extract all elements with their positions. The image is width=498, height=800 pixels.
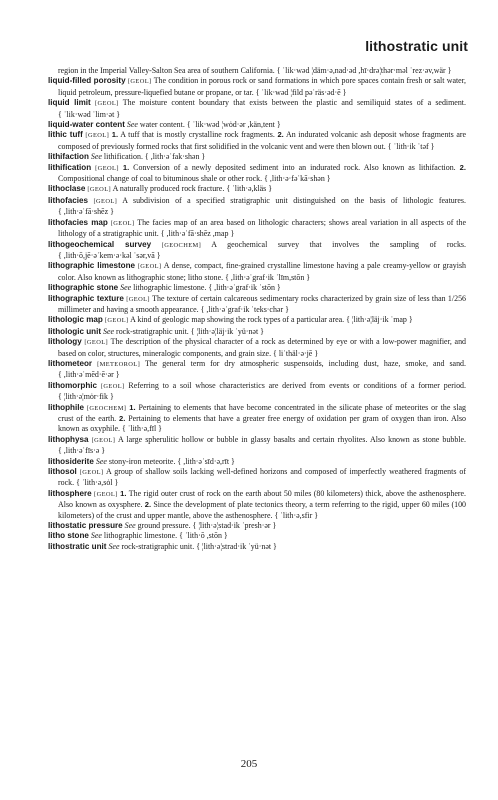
entry-headword: lithic tuff: [48, 130, 83, 140]
dictionary-entry: [48, 120, 466, 130]
definition-text: A dense, compact, fine-grained crystalline limestone having a pale creamy-yellow or grayish color. Also known as lithographic stone; litho stone.: [58, 261, 467, 282]
entry-headword: lithophile: [48, 402, 84, 412]
sense-number: 1.: [129, 402, 136, 412]
dictionary-entry: [48, 315, 466, 326]
definition-text: lithographic limestone.: [133, 283, 209, 293]
entry-headword: lithostatic pressure: [48, 521, 123, 531]
pronunciation: { ˈlith·ə,sȯl }: [76, 478, 119, 488]
subject-field-label: [GEOL]: [94, 490, 118, 498]
subject-field-label: [GEOL]: [93, 197, 118, 205]
subject-field-label: [GEOL]: [95, 164, 119, 172]
dictionary-entry: [48, 457, 466, 467]
definition-text: A geochemical survey that involves the sampling of rocks.: [211, 239, 466, 249]
definition-text: A subdivision of a specified stratigraphic unit distinguished on the basis of lithologic features.: [122, 195, 466, 205]
sense-number: 2.: [277, 130, 284, 140]
dictionary-entry: [48, 435, 466, 457]
entry-headword: lithologic map: [48, 315, 103, 325]
definition-text: lithographic limestone.: [103, 531, 180, 541]
dictionary-entry: [48, 130, 466, 152]
sense-number: 2.: [119, 414, 126, 423]
definition-text: water content.: [139, 120, 187, 130]
subject-field-label: [GEOL]: [137, 263, 162, 271]
sense-number: 1.: [120, 488, 127, 498]
subject-field-label: [GEOL]: [91, 436, 116, 444]
dictionary-entry: [48, 196, 466, 218]
see-reference-label: See: [90, 531, 102, 541]
entry-headword: liquid-filled porosity: [48, 76, 126, 86]
definition-text: The general term for dry atmospheric suspensoids, including dust, haze, smoke, and sand.: [144, 358, 466, 368]
dictionary-entry: [48, 403, 466, 435]
definition-text: The description of the physical character of a rock as determined by eye or with a low-power magnifier, and based on color, structures, mineralogic components, and grain size.: [58, 337, 467, 358]
dictionary-entry: [48, 152, 466, 162]
definition-text: The condition in porous rock or sand formations in which pore spaces contain fresh or salt water, liquid petroleum, pressure-liquefied butane or propane, or tar.: [58, 76, 467, 97]
sense-number: 1.: [122, 162, 130, 172]
pronunciation: { ˈlith·ə,sfir }: [274, 510, 319, 520]
dictionary-entry: [48, 240, 466, 262]
entry-headword: lithographic stone: [48, 283, 119, 293]
subject-field-label: [METEOROL]: [97, 360, 141, 368]
entry-headword: lithometeor: [48, 358, 93, 368]
pronunciation: { ,lith·əˈgraf·ik ˈteks·chər }: [200, 304, 289, 314]
pronunciation: { ,lith·əˈmēd·ē·ər }: [58, 370, 120, 380]
entry-headword: lithophysa: [48, 434, 89, 444]
definition-text: A tuff that is mostly crystalline rock fragments.: [120, 130, 278, 140]
dictionary-entry: [48, 489, 466, 521]
entry-headword: litho stone: [48, 531, 89, 541]
sense-number: 2.: [459, 162, 466, 172]
definition-text: lithification.: [103, 152, 145, 162]
definition-text: Referring to a soil whose characteristics are derived from events or conditions of a former period.: [128, 380, 467, 390]
entry-headword: lithology: [48, 337, 82, 347]
see-reference-label: See: [120, 283, 132, 293]
definition-text: Pertaining to elements that have become concentrated in the silicate phase of meteorites or the slag crust of the earth.: [58, 402, 467, 423]
subject-field-label: [GEOL]: [94, 100, 119, 108]
see-reference-label: See: [95, 456, 107, 466]
pronunciation: { ,lith·əˈfā·shēz }: [58, 207, 114, 217]
pronunciation: { ˈlik·wəd ˈlim·ət }: [58, 109, 121, 119]
subject-field-label: [GEOL]: [127, 78, 152, 86]
entry-headword: lithofacies map: [48, 217, 108, 227]
subject-field-label: [GEOL]: [85, 132, 110, 140]
definition-text: stony-iron meteorite.: [108, 456, 178, 466]
dictionary-entry: [48, 542, 466, 552]
entry-list: [48, 66, 466, 552]
pronunciation: { ¦lith·ə¦stad·ik ˈpresh·ər }: [192, 521, 277, 531]
pronunciation: { ,lith·ə·fəˈkā·shən }: [264, 174, 331, 184]
definition-text: A group of shallow soils lacking well-defined horizons and composed of imperfectly weathered fragments of rock.: [58, 467, 466, 488]
dictionary-entry: [48, 531, 466, 541]
running-head: lithostratic unit: [365, 38, 468, 54]
entry-headword: lithosol: [48, 467, 77, 477]
pronunciation: { ,lith·əˈgraf·ik ˈstōn }: [208, 283, 281, 293]
dictionary-entry: [48, 76, 466, 98]
pronunciation: { ¦lith·ə¦strad·ik ˈyü·nət }: [196, 541, 277, 551]
subject-field-label: [GEOL]: [110, 219, 135, 227]
pronunciation: { ˈlith·ə,fīl }: [121, 424, 162, 434]
entry-headword: lithoclase: [48, 184, 86, 194]
page-number: 205: [240, 758, 258, 770]
dictionary-entry: [48, 218, 466, 240]
dictionary-entry: [48, 467, 466, 489]
pronunciation: { ˈlith·ik ˈtəf }: [387, 141, 435, 151]
entry-headword: lithofacies: [48, 195, 89, 205]
dictionary-entry: [48, 521, 466, 531]
definition-text: ground pressure.: [137, 521, 193, 531]
pronunciation: { ˈlik·wəd ¦fild pəˈräs·əd·ē }: [255, 87, 347, 97]
definition-text: An indurated volcanic ash deposit whose fragments are composed of previously formed rocks that first solidified in the volcanic vent and were then blown out.: [58, 130, 467, 151]
dictionary-entry: [48, 184, 466, 195]
see-reference-label: See: [90, 152, 102, 162]
dictionary-entry: [48, 283, 466, 293]
sense-number: 1.: [111, 130, 119, 140]
pronunciation: { ¦lith·ə¦läj·ik ˈyü·nət }: [190, 326, 264, 336]
definition-text: The moisture content boundary that exists between the plastic and semiliquid states of a sediment.: [122, 98, 466, 108]
definition-text: A large spherulitic hollow or bubble in glassy basalts and certain rhyolites. Also known as stone bubble.: [117, 434, 466, 444]
definition-text: A naturally produced rock fracture.: [112, 184, 227, 194]
definition-text: Compositional change of coal to bituminous shale or other rock.: [58, 174, 265, 184]
pronunciation: { ,lith·əˈfak·shən }: [144, 152, 206, 162]
pronunciation: { ,lith·əˈgraf·ik ˈlīm,stōn }: [225, 272, 311, 282]
subject-field-label: [GEOL]: [100, 382, 125, 390]
pronunciation: { ˈlik·wəd ¦wȯd·ər ,kän,tent }: [186, 120, 281, 130]
dictionary-entry: [48, 163, 466, 185]
definition-text: Since the development of plate tectonics theory, a term referring to the rigid, upper 60 miles (100 kilometers) of the crust and upper mantle, above the asthenosphere.: [58, 500, 467, 520]
definition-text: The facies map of an area based on lithologic characters; shows areal variation in all aspects of the lithology of a stratigraphic unit.: [58, 217, 467, 239]
entry-headword: lithographic texture: [48, 293, 124, 303]
subject-field-label: [GEOL]: [126, 295, 150, 303]
dictionary-entry: [48, 327, 466, 337]
sense-number: 2.: [144, 500, 152, 510]
dictionary-entry: [48, 66, 466, 76]
pronunciation: { ,lith·əˈfā·shēz ,map }: [160, 229, 235, 239]
see-reference-label: See: [124, 521, 136, 531]
dictionary-entry: [48, 337, 466, 359]
pronunciation: { ¦lith·ə¦läj·ik ˈmap }: [346, 315, 413, 325]
definition-text: A kind of geologic map showing the rock types of a particular area.: [130, 315, 347, 325]
definition-text: region in the Imperial Valley-Salton Sea area of southern California.: [58, 66, 277, 75]
pronunciation: { ˈlith·ə,kläs }: [226, 184, 273, 194]
entry-headword: lithification: [48, 162, 92, 172]
see-reference-label: See: [126, 120, 138, 130]
definition-text: rock-stratigraphic unit.: [121, 541, 197, 551]
pronunciation: { ,lith·əˈsīd·ə,rīt }: [177, 456, 235, 466]
entry-headword: lithosphere: [48, 488, 92, 498]
definition-text: Pertaining to elements that have a greater free energy of oxidation per gram of oxygen than iron. Also known as oxyphile.: [58, 414, 467, 434]
subject-field-label: [GEOL]: [84, 339, 109, 347]
definition-text: rock-stratigraphic unit.: [116, 326, 191, 336]
pronunciation: { ˈlik·wəd ¦däm·ə,nad·əd ,hī·drə¦thər·məl ˈrez·əv,wär }: [276, 66, 452, 75]
definition-text: Conversion of a newly deposited sediment into an indurated rock. Also known as lithifaction.: [133, 162, 460, 172]
see-reference-label: See: [103, 326, 115, 336]
subject-field-label: [GEOL]: [87, 186, 112, 194]
entry-headword: lithifaction: [48, 152, 89, 162]
pronunciation: { ,lith·ō,jē·əˈkem·ə·kəl ˈsər,vā }: [58, 250, 161, 260]
pronunciation: { ,lith·əˈfīs·ə }: [58, 446, 106, 456]
dictionary-entry: [48, 261, 466, 283]
subject-field-label: [GEOL]: [79, 469, 104, 477]
dictionary-entry: [48, 381, 466, 403]
definition-text: The rigid outer crust of rock on the earth about 50 miles (80 kilometers) thick, above the asthenosphere. Also known as oxysphere.: [58, 488, 467, 510]
definition-text: The texture of certain calcareous sedimentary rocks characterized by grain size of less than 1/256 millimeter and having a smooth appearance.: [58, 293, 467, 314]
pronunciation: { ¦lith·ə¦mȯr·fik }: [58, 392, 114, 402]
subject-field-label: [GEOCHEM]: [86, 404, 127, 412]
entry-headword: lithosiderite: [48, 456, 94, 466]
entry-headword: lithostratic unit: [48, 541, 107, 551]
subject-field-label: [GEOL]: [104, 317, 129, 325]
subject-field-label: [GEOCHEM]: [161, 241, 202, 249]
entry-headword: liquid-water content: [48, 120, 125, 130]
dictionary-entry: [48, 294, 466, 316]
pronunciation: { ˈlith·ō ,stōn }: [179, 531, 228, 541]
entry-headword: lithologic unit: [48, 326, 102, 336]
entry-headword: lithomorphic: [48, 380, 98, 390]
dictionary-entry: [48, 98, 466, 120]
entry-headword: liquid limit: [48, 98, 91, 108]
entry-headword: lithogeochemical survey: [48, 239, 152, 249]
dictionary-entry: [48, 359, 466, 381]
entry-headword: lithographic limestone: [48, 261, 136, 271]
see-reference-label: See: [108, 541, 120, 551]
pronunciation: { liˈthäl·ə·jē }: [273, 348, 319, 358]
